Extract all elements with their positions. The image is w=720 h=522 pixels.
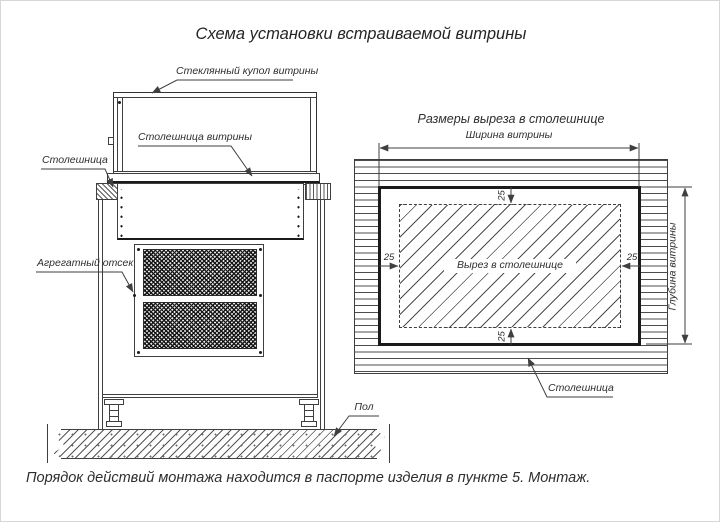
panel-screw xyxy=(259,294,262,297)
panel-screw xyxy=(259,248,262,251)
floor-top-line xyxy=(61,429,377,430)
panel-screw xyxy=(137,248,140,251)
top-view-title: Размеры выреза в столешнице xyxy=(417,112,605,126)
installation-note: Порядок действий монтажа находится в паспорте изделия в пункте 5. Монтаж. xyxy=(26,470,591,486)
offset-left-value: 25 xyxy=(383,252,395,263)
left-foot-line xyxy=(109,416,119,417)
unit-compartment-label: Агрегатный отсек xyxy=(37,257,134,269)
right-foot-line xyxy=(304,410,314,411)
dome-top-frame-line xyxy=(114,97,316,98)
drawing-title: Схема установки встраиваемой витрины xyxy=(195,25,527,43)
vitrine-countertop-band xyxy=(107,173,320,183)
dome-hinge-knob xyxy=(108,137,114,145)
floor-label: Пол xyxy=(354,401,374,413)
left-counter-wall xyxy=(98,184,103,429)
right-foot-line xyxy=(304,416,314,417)
offset-top-value: 25 xyxy=(496,190,508,201)
vitrine-countertop-label: Столешница витрины xyxy=(138,131,252,143)
cutout-label: Вырез в столешнице xyxy=(444,259,576,273)
offset-right-value: 25 xyxy=(626,252,638,263)
ventilation-grille-bottom xyxy=(143,302,257,349)
cabinet-bottom-double-line xyxy=(102,394,318,395)
floor-break-line-left xyxy=(47,424,48,463)
left-foot-line xyxy=(109,410,119,411)
offset-bottom-value: 25 xyxy=(496,331,508,342)
panel-screw xyxy=(259,351,262,354)
panel-screw xyxy=(137,351,140,354)
countertop-label-right: Столешница xyxy=(548,382,614,394)
dome-screw-dot xyxy=(118,101,121,104)
panel-screws-right-column xyxy=(297,189,300,239)
panel-screw xyxy=(133,294,136,297)
right-counter-wall xyxy=(320,184,325,429)
dome-left-glass-line2 xyxy=(122,98,123,172)
floor-break-line-right xyxy=(389,424,390,463)
width-dim-label: Ширина витрины xyxy=(465,129,553,141)
left-foot-stem xyxy=(109,404,119,422)
countertop-section-right xyxy=(305,183,331,200)
countertop-label-left: Столешница xyxy=(42,154,108,166)
panel-screws-left-column xyxy=(120,189,123,239)
right-foot-base xyxy=(301,421,317,427)
glass-dome-label: Стеклянный купол витрины xyxy=(176,65,319,77)
dome-right-glass-line xyxy=(310,98,311,172)
floor-section xyxy=(53,429,385,459)
depth-dim-label: Глубина витрины xyxy=(666,222,679,311)
ventilation-grille-top xyxy=(143,249,257,296)
countertop-section-left xyxy=(96,183,119,200)
right-foot-stem xyxy=(304,404,314,422)
floor-bottom-line xyxy=(61,458,377,459)
left-foot-base xyxy=(106,421,122,427)
dome-left-glass-line1 xyxy=(117,98,118,172)
upper-front-panel xyxy=(117,183,304,240)
dome-bottom-frame-line xyxy=(114,171,316,172)
